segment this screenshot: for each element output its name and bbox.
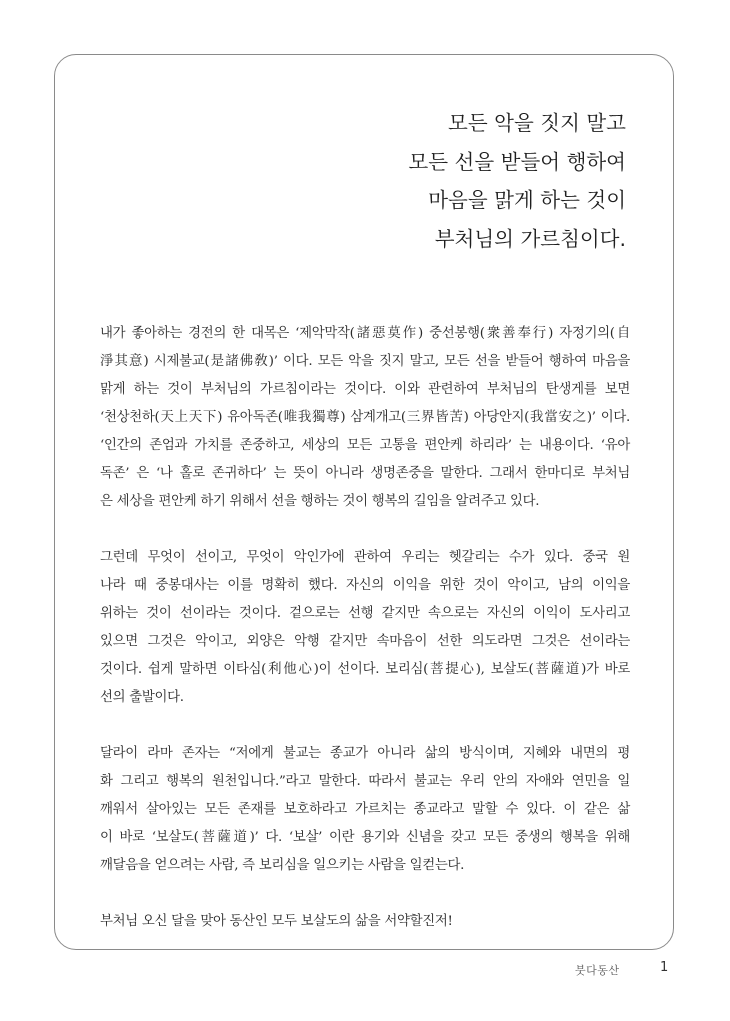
text-line: 선의 출발이다. [100,690,184,705]
paragraph-4 [100,908,630,936]
page-number: 1 [660,960,669,975]
text-line: 것이다. 쉽게 말하면 이타심(利他心)이 선이다. 보리심(菩提心), 보살도(菩薩道)가 바로 [100,662,630,677]
text-line: 깨워서 살아있는 모든 존재를 보호하라고 가르치는 종교라고 말할 수 있다. 이 같은 삶 [100,802,630,817]
headline [408,104,626,258]
text-line: ‘천상천하(天上天下) 유아독존(唯我獨尊) 삼계개고(三界皆苦) 아당안지(我當安之)’ 이다. [100,410,630,425]
text-line: 그런데 무엇이 선이고, 무엇이 악인가에 관하여 우리는 헷갈리는 수가 있다. 중국 원 [100,550,630,565]
headline-line: 모든 악을 짓지 말고 [448,111,626,135]
paragraph-2 [100,544,630,712]
text-line: 내가 좋아하는 경전의 한 대목은 ‘제악막작(諸惡莫作) 중선봉행(衆善奉行) 자정기의(自 [100,326,630,341]
text-line: 淨其意) 시제불교(是諸佛敎)’ 이다. 모든 악을 짓지 말고, 모든 선을 받들어 행하여 마음을 [100,354,630,369]
headline-line: 모든 선을 받들어 행하여 [408,149,626,174]
text-line: 위하는 것이 선이라는 것이다. 겉으로는 선행 같지만 속으로는 자신의 이익이 도사리고 [100,606,630,621]
text-line: 이 바로 ‘보살도(菩薩道)’ 다. ‘보살’ 이란 용기와 신념을 갖고 모든 중생의 행복을 위해 [100,830,630,845]
headline-line: 부처님의 가르침이다. [434,226,626,251]
text-line: 맑게 하는 것이 부처님의 가르침이라는 것이다. 이와 관련하여 부처님의 탄생게를 보면 [100,382,630,397]
paragraph-3 [100,740,630,880]
footer-brand: 붓다동산 [575,964,620,977]
text-line: 깨달음을 얻으려는 사람, 즉 보리심을 일으키는 사람을 일컫는다. [100,858,465,873]
text-line: 부처님 오신 달을 맞아 동산인 모두 보살도의 삶을 서약할진저! [100,914,453,929]
text-line: 독존’ 은 ‘나 홀로 존귀하다’ 는 뜻이 아니라 생명존중을 말한다. 그래서 한마디로 부처님 [100,466,630,481]
text-line: 나라 때 중봉대사는 이를 명확히 했다. 자신의 이익을 위한 것이 악이고, 남의 이익을 [100,578,630,593]
body-text [100,320,630,964]
text-line: 화 그리고 행복의 원천입니다.”라고 말한다. 따라서 불교는 우리 안의 자애와 연민을 일 [100,774,630,789]
paragraph-1 [100,320,630,516]
text-line: 달라이 라마 존자는 “저에게 불교는 종교가 아니라 삶의 방식이며, 지혜와 내면의 평 [100,746,630,761]
text-line: 은 세상을 편안케 하기 위해서 선을 행하는 것이 행복의 길임을 알려주고 있다. [100,494,540,509]
headline-line: 마음을 맑게 하는 것이 [428,188,626,212]
text-line: 있으면 그것은 악이고, 외양은 악행 같지만 속마음이 선한 의도라면 그것은 선이라는 [100,634,630,649]
text-line: ‘인간의 존엄과 가치를 존중하고, 세상의 모든 고통을 편안케 하리라’ 는 내용이다. ‘유아 [100,438,630,453]
